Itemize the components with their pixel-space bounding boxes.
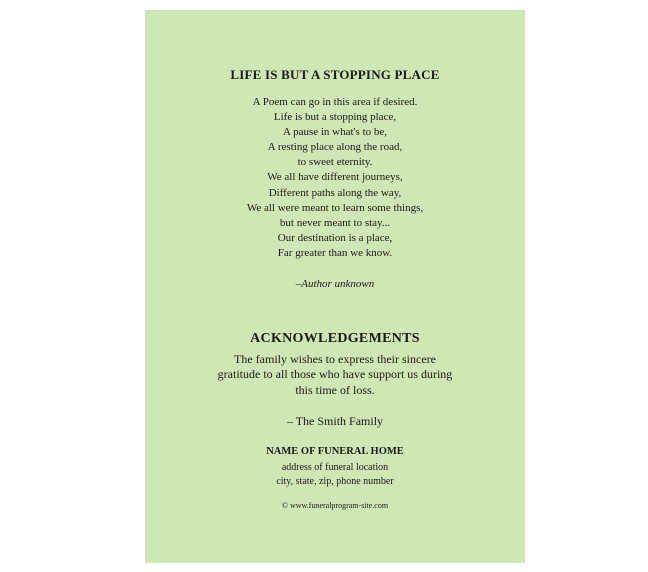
poem-author: –Author unknown bbox=[295, 278, 375, 290]
address-line: city, state, zip, phone number bbox=[276, 476, 394, 487]
poem-title: LIFE IS BUT A STOPPING PLACE bbox=[230, 67, 440, 82]
acknowledgements-line: this time of loss. bbox=[295, 382, 375, 397]
poem-line: We all were meant to learn some things, bbox=[246, 201, 424, 214]
poem-line: but never meant to stay... bbox=[279, 216, 391, 229]
acknowledgements-text bbox=[145, 352, 525, 398]
copyright-notice: © www.funeralprogram-site.com bbox=[281, 501, 389, 510]
acknowledgements-title: ACKNOWLEDGEMENTS bbox=[250, 331, 420, 346]
funeral-home-name: NAME OF FUNERAL HOME bbox=[266, 446, 404, 457]
address-line: address of funeral location bbox=[281, 462, 389, 473]
poem-body bbox=[145, 95, 525, 261]
poem-line: A pause in what's to be, bbox=[282, 126, 388, 139]
poem-line: to sweet eternity. bbox=[297, 156, 373, 169]
poem-line: A Poem can go in this area if desired. bbox=[252, 96, 418, 108]
program-page bbox=[145, 10, 525, 563]
acknowledgements-line: The family wishes to express their sincere bbox=[234, 352, 436, 366]
poem-line: A resting place along the road, bbox=[267, 141, 403, 154]
poem-line: Far greater than we know. bbox=[277, 246, 393, 259]
poem-line: Life is but a stopping place, bbox=[273, 111, 397, 124]
poem-line: Different paths along the way, bbox=[268, 186, 402, 199]
family-signature: – The Smith Family bbox=[286, 414, 384, 428]
acknowledgements-line: gratitude to all those who have support us during bbox=[217, 367, 453, 382]
funeral-home-address bbox=[145, 461, 525, 489]
poem-line: We all have different journeys, bbox=[267, 171, 403, 184]
poem-line: Our destination is a place, bbox=[277, 231, 393, 244]
